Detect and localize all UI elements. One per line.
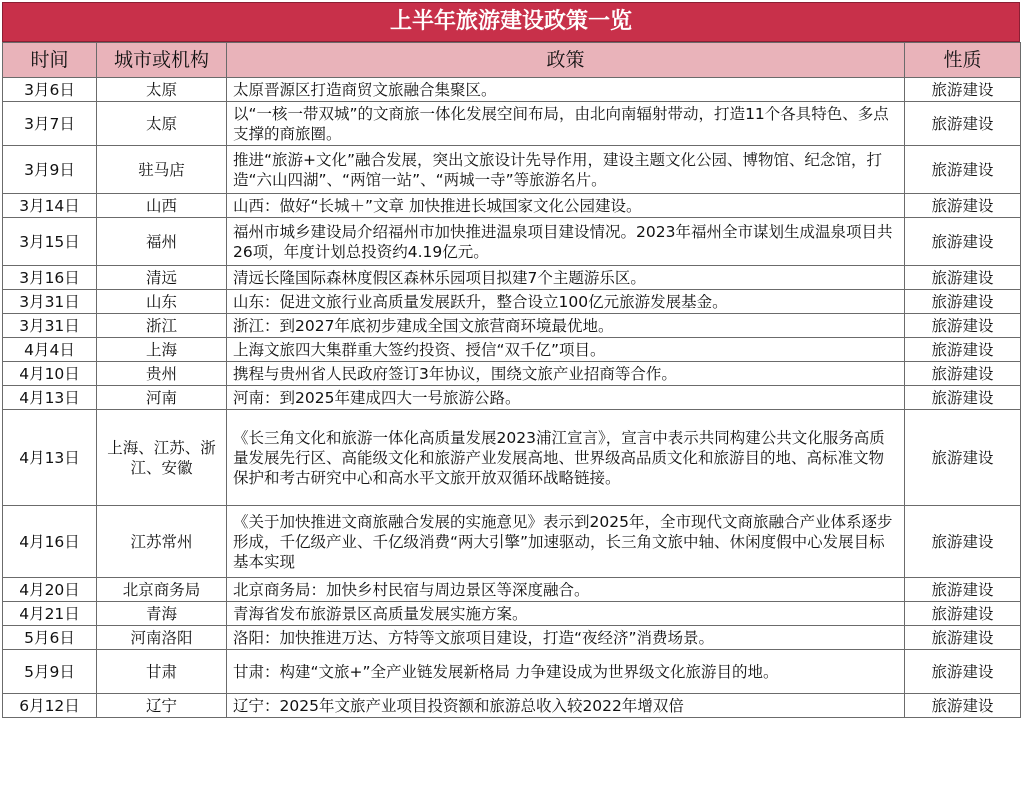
cell-city: 江苏常州 — [97, 506, 227, 578]
cell-date: 5月9日 — [3, 650, 97, 694]
header-date: 时间 — [3, 43, 97, 78]
cell-date: 4月4日 — [3, 338, 97, 362]
cell-city: 甘肃 — [97, 650, 227, 694]
table-row — [3, 102, 1021, 146]
cell-city: 上海、江苏、浙江、安徽 — [97, 410, 227, 506]
table-row — [3, 626, 1021, 650]
cell-city: 青海 — [97, 602, 227, 626]
table-row — [3, 386, 1021, 410]
cell-date: 3月16日 — [3, 266, 97, 290]
cell-date: 3月31日 — [3, 314, 97, 338]
cell-city: 辽宁 — [97, 694, 227, 718]
policy-table — [2, 42, 1021, 718]
cell-city: 太原 — [97, 78, 227, 102]
cell-city: 山西 — [97, 194, 227, 218]
cell-date: 4月10日 — [3, 362, 97, 386]
cell-city: 浙江 — [97, 314, 227, 338]
cell-date: 5月6日 — [3, 626, 97, 650]
header-policy: 政策 — [227, 43, 905, 78]
cell-city: 太原 — [97, 102, 227, 146]
cell-policy: 青海省发布旅游景区高质量发展实施方案。 — [227, 602, 905, 626]
cell-policy: 甘肃：构建“文旅+”全产业链发展新格局 力争建设成为世界级文化旅游目的地。 — [227, 650, 905, 694]
table-row — [3, 650, 1021, 694]
cell-nature: 旅游建设 — [905, 266, 1021, 290]
cell-date: 4月21日 — [3, 602, 97, 626]
cell-nature: 旅游建设 — [905, 650, 1021, 694]
cell-nature: 旅游建设 — [905, 102, 1021, 146]
cell-nature: 旅游建设 — [905, 194, 1021, 218]
table-row — [3, 506, 1021, 578]
cell-city: 山东 — [97, 290, 227, 314]
cell-nature: 旅游建设 — [905, 338, 1021, 362]
cell-nature: 旅游建设 — [905, 578, 1021, 602]
cell-nature: 旅游建设 — [905, 506, 1021, 578]
cell-policy: 上海文旅四大集群重大签约投资、授信“双千亿”项目。 — [227, 338, 905, 362]
cell-policy: 《长三角文化和旅游一体化高质量发展2023浦江宣言》，宣言中表示共同构建公共文化服务高质量发展先行区、高能级文化和旅游产业发展高地、世界级高品质文化和旅游目的地、高标准文物保护和考古研究中心和高水平文旅开放双循环战略链接。 — [227, 410, 905, 506]
table-body — [3, 78, 1021, 718]
cell-policy: 太原晋源区打造商贸文旅融合集聚区。 — [227, 78, 905, 102]
cell-policy: 山东：促进文旅行业高质量发展跃升，整合设立100亿元旅游发展基金。 — [227, 290, 905, 314]
cell-policy: 洛阳：加快推进万达、方特等文旅项目建设，打造“夜经济”消费场景。 — [227, 626, 905, 650]
table-row — [3, 338, 1021, 362]
cell-policy: 《关于加快推进文商旅融合发展的实施意见》表示到2025年，全市现代文商旅融合产业体系逐步形成，千亿级产业、千亿级消费“两大引擎”加速驱动，长三角文旅中轴、休闲度假中心发展目标基本实现 — [227, 506, 905, 578]
cell-policy: 浙江：到2027年底初步建成全国文旅营商环境最优地。 — [227, 314, 905, 338]
cell-nature: 旅游建设 — [905, 602, 1021, 626]
table-row — [3, 194, 1021, 218]
cell-city: 清远 — [97, 266, 227, 290]
cell-date: 3月6日 — [3, 78, 97, 102]
cell-nature: 旅游建设 — [905, 146, 1021, 194]
cell-policy: 携程与贵州省人民政府签订3年协议，围绕文旅产业招商等合作。 — [227, 362, 905, 386]
table-row — [3, 578, 1021, 602]
cell-city: 河南 — [97, 386, 227, 410]
cell-policy: 福州市城乡建设局介绍福州市加快推进温泉项目建设情况。2023年福州全市谋划生成温泉项目共26项，年度计划总投资约4.19亿元。 — [227, 218, 905, 266]
cell-nature: 旅游建设 — [905, 290, 1021, 314]
table-title: 上半年旅游建设政策一览 — [2, 2, 1020, 42]
cell-nature: 旅游建设 — [905, 386, 1021, 410]
cell-date: 4月20日 — [3, 578, 97, 602]
cell-nature: 旅游建设 — [905, 78, 1021, 102]
table-row — [3, 146, 1021, 194]
table-row — [3, 78, 1021, 102]
table-row — [3, 218, 1021, 266]
cell-nature: 旅游建设 — [905, 362, 1021, 386]
cell-nature: 旅游建设 — [905, 410, 1021, 506]
cell-nature: 旅游建设 — [905, 626, 1021, 650]
cell-date: 4月16日 — [3, 506, 97, 578]
table-row — [3, 362, 1021, 386]
header-city: 城市或机构 — [97, 43, 227, 78]
cell-nature: 旅游建设 — [905, 694, 1021, 718]
cell-date: 3月15日 — [3, 218, 97, 266]
cell-date: 3月7日 — [3, 102, 97, 146]
cell-city: 贵州 — [97, 362, 227, 386]
cell-policy: 山西：做好“长城＋”文章 加快推进长城国家文化公园建设。 — [227, 194, 905, 218]
cell-date: 3月14日 — [3, 194, 97, 218]
cell-nature: 旅游建设 — [905, 218, 1021, 266]
cell-city: 上海 — [97, 338, 227, 362]
policy-table-container — [2, 2, 1020, 718]
cell-date: 3月31日 — [3, 290, 97, 314]
cell-policy: 河南：到2025年建成四大一号旅游公路。 — [227, 386, 905, 410]
table-row — [3, 410, 1021, 506]
header-nature: 性质 — [905, 43, 1021, 78]
cell-city: 北京商务局 — [97, 578, 227, 602]
cell-policy: 以“一核一带双城”的文商旅一体化发展空间布局，由北向南辐射带动，打造11个各具特色、多点支撑的商旅圈。 — [227, 102, 905, 146]
cell-date: 6月12日 — [3, 694, 97, 718]
table-row — [3, 694, 1021, 718]
table-row — [3, 266, 1021, 290]
cell-policy: 北京商务局：加快乡村民宿与周边景区等深度融合。 — [227, 578, 905, 602]
cell-policy: 清远长隆国际森林度假区森林乐园项目拟建7个主题游乐区。 — [227, 266, 905, 290]
cell-date: 4月13日 — [3, 386, 97, 410]
cell-city: 福州 — [97, 218, 227, 266]
cell-policy: 辽宁：2025年文旅产业项目投资额和旅游总收入较2022年增双倍 — [227, 694, 905, 718]
cell-date: 3月9日 — [3, 146, 97, 194]
cell-city: 驻马店 — [97, 146, 227, 194]
table-row — [3, 314, 1021, 338]
table-row — [3, 602, 1021, 626]
cell-nature: 旅游建设 — [905, 314, 1021, 338]
cell-policy: 推进“旅游+文化”融合发展，突出文旅设计先导作用，建设主题文化公园、博物馆、纪念馆，打造“六山四湖”、“两馆一站”、“两城一寺”等旅游名片。 — [227, 146, 905, 194]
header-row — [3, 43, 1021, 78]
cell-date: 4月13日 — [3, 410, 97, 506]
table-row — [3, 290, 1021, 314]
cell-city: 河南洛阳 — [97, 626, 227, 650]
